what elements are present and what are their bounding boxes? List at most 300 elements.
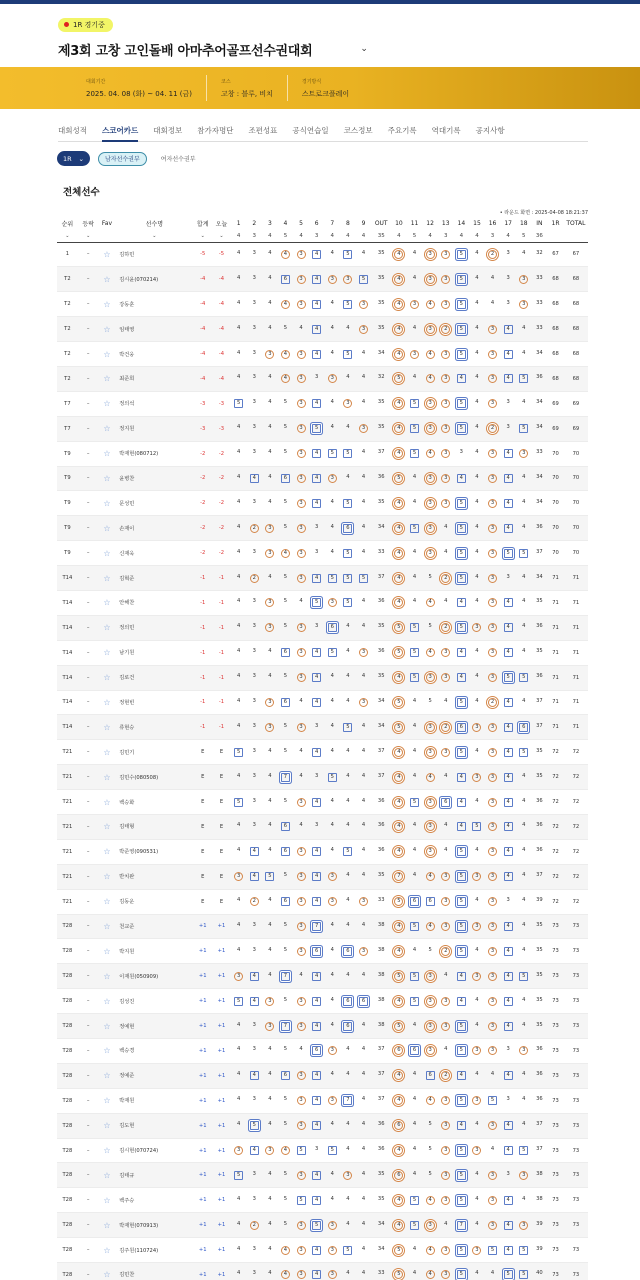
- player-name[interactable]: 손재이: [119, 525, 135, 532]
- out-total: [371, 814, 391, 839]
- player-name[interactable]: 정예현: [119, 1023, 135, 1030]
- tab-tournament-info[interactable]: 대회정보: [153, 126, 183, 135]
- hole-score-cell: [469, 839, 485, 864]
- hole-score-cell: [231, 889, 247, 914]
- player-name[interactable]: 임태영: [119, 326, 135, 333]
- hole-score: 4: [361, 822, 366, 829]
- player-name[interactable]: 박지원: [119, 948, 135, 955]
- col-sort-total-par[interactable]: [193, 230, 212, 242]
- col-sort-today[interactable]: [212, 230, 231, 242]
- player-name[interactable]: 최준희: [119, 376, 135, 383]
- tab-notices[interactable]: 공지사항: [475, 126, 505, 135]
- table-row[interactable]: [57, 366, 588, 391]
- favorite-star-icon[interactable]: ☆: [103, 374, 111, 384]
- favorite-star-icon[interactable]: ☆: [103, 1195, 111, 1205]
- hole-score: 4: [361, 747, 366, 754]
- favorite-star-icon[interactable]: ☆: [103, 822, 111, 832]
- hole-score: 3: [441, 300, 450, 309]
- out-total: [371, 1238, 391, 1263]
- in-total: [532, 914, 548, 939]
- hole-score-cell: [454, 1088, 470, 1113]
- table-row[interactable]: [57, 292, 588, 317]
- in-total: [532, 640, 548, 665]
- table-row[interactable]: [57, 1163, 588, 1188]
- hole-score-cell: [469, 1039, 485, 1064]
- division-men-button[interactable]: 남자선수권부: [98, 152, 147, 166]
- tab-key-records[interactable]: 주요기록: [387, 126, 417, 135]
- player-name[interactable]: 김주원(110724): [119, 1247, 159, 1254]
- hole-score: 3: [234, 972, 243, 981]
- hole-score-cell: [516, 1088, 532, 1113]
- player-name[interactable]: 박재현(070913): [119, 1222, 159, 1229]
- hole-score: 3: [441, 897, 450, 906]
- player-name[interactable]: 정현빈: [119, 699, 135, 706]
- hole-score: 5: [343, 1246, 352, 1255]
- favorite-star-icon[interactable]: ☆: [103, 747, 111, 757]
- favorite-star-icon[interactable]: ☆: [103, 598, 111, 608]
- hole-score: 6: [343, 997, 352, 1006]
- hole-score: 4: [236, 648, 241, 655]
- table-row[interactable]: [57, 1188, 588, 1213]
- favorite-star-icon[interactable]: ☆: [103, 897, 111, 907]
- hole-score-cell: [485, 416, 501, 441]
- hole-score-cell: [391, 1113, 407, 1138]
- player-name[interactable]: 윤병찬: [119, 475, 135, 482]
- table-row[interactable]: [57, 1088, 588, 1113]
- favorite-star-icon[interactable]: ☆: [103, 772, 111, 782]
- favorite-star-icon[interactable]: ☆: [103, 548, 111, 558]
- hole-score-cell: [340, 1088, 356, 1113]
- hole-score: 4: [312, 872, 321, 881]
- col-sort-move[interactable]: [78, 230, 99, 242]
- hole-score-cell: [309, 1213, 325, 1238]
- round1-score: 73: [552, 1072, 559, 1079]
- player-name[interactable]: 박준영(090531): [119, 849, 159, 856]
- player-name[interactable]: 강동훈: [119, 301, 135, 308]
- tab-course-info[interactable]: 코스정보: [343, 126, 373, 135]
- table-row[interactable]: [57, 964, 588, 989]
- table-row[interactable]: [57, 914, 588, 939]
- col-header-par: 4: [361, 232, 366, 239]
- col-header-name[interactable]: 선수명: [145, 220, 164, 228]
- player-name[interactable]: 김하민: [119, 251, 135, 258]
- table-row[interactable]: [57, 665, 588, 690]
- favorite-star-icon[interactable]: ☆: [103, 797, 111, 807]
- sort-chevron-icon[interactable]: ⌄: [86, 232, 91, 239]
- hole-score: 4: [268, 449, 272, 456]
- table-row[interactable]: [57, 765, 588, 790]
- hole-score: 4: [444, 697, 448, 704]
- hole-score-cell: [231, 690, 247, 715]
- hole-score-cell: [407, 416, 423, 441]
- favorite-star-icon[interactable]: ☆: [103, 623, 111, 633]
- favorite-star-icon[interactable]: ☆: [103, 449, 111, 459]
- hole-score: 3: [426, 549, 435, 558]
- table-row[interactable]: [57, 491, 588, 516]
- total-score: 73: [572, 1097, 580, 1104]
- hole-score: 4: [394, 424, 403, 433]
- hole-score: 3: [488, 822, 497, 831]
- table-row[interactable]: [57, 814, 588, 839]
- col-header-total-par[interactable]: 합계: [196, 220, 209, 228]
- favorite-star-icon[interactable]: ☆: [103, 1270, 111, 1280]
- favorite-star-icon[interactable]: ☆: [103, 1121, 111, 1131]
- hole-score: 3: [297, 1096, 306, 1105]
- hole-score-cell: [246, 317, 262, 342]
- hole-score: 4: [412, 1170, 417, 1177]
- hole-score-cell: [278, 590, 294, 615]
- hole-score-cell: [454, 590, 470, 615]
- player-name[interactable]: 김태규: [119, 1172, 135, 1179]
- hole-score-cell: [309, 839, 325, 864]
- round1-score: 71: [552, 699, 559, 706]
- hole-score: 4: [361, 498, 366, 505]
- table-row[interactable]: [57, 391, 588, 416]
- in-total: [532, 690, 548, 715]
- table-row[interactable]: [57, 864, 588, 889]
- hole-score-cell: [324, 864, 340, 889]
- table-row[interactable]: [57, 566, 588, 591]
- table-row[interactable]: [57, 1238, 588, 1263]
- table-row[interactable]: [57, 590, 588, 615]
- table-row[interactable]: [57, 1039, 588, 1064]
- table-row[interactable]: [57, 889, 588, 914]
- player-name[interactable]: 김동운: [119, 899, 135, 906]
- table-row[interactable]: [57, 989, 588, 1014]
- favorite-star-icon[interactable]: ☆: [103, 1046, 111, 1056]
- hole-score-cell: [278, 342, 294, 367]
- hole-score-cell: [516, 1014, 532, 1039]
- hole-score-cell: [516, 964, 532, 989]
- player-name[interactable]: 정지원: [119, 426, 135, 433]
- player-name[interactable]: 김시현(070724): [119, 1148, 159, 1154]
- table-row[interactable]: [57, 416, 588, 441]
- player-name[interactable]: 김태형: [119, 824, 135, 831]
- hole-score-cell: [516, 715, 532, 740]
- player-name[interactable]: 반치완: [119, 874, 135, 881]
- player-name[interactable]: 백주승: [119, 1197, 135, 1204]
- tab-entry-list[interactable]: 참가자명단: [197, 126, 234, 135]
- total-score: 72: [572, 873, 580, 880]
- player-name[interactable]: 김혁준: [119, 575, 135, 582]
- player-name[interactable]: 김로건: [119, 675, 135, 682]
- player-name[interactable]: 박건웅: [119, 351, 135, 358]
- hole-score: 5: [359, 275, 368, 284]
- hole-score-cell: [231, 1138, 247, 1163]
- sort-chevron-icon[interactable]: ⌄: [65, 232, 70, 239]
- hole-score: 6: [312, 947, 321, 956]
- tab-pairings[interactable]: 조편성표: [248, 126, 278, 135]
- hole-score: 5: [283, 623, 288, 630]
- player-name[interactable]: 천교준: [119, 923, 135, 930]
- hole-score: 4: [330, 722, 334, 729]
- favorite-star-icon[interactable]: ☆: [103, 399, 111, 409]
- table-row[interactable]: [57, 715, 588, 740]
- col-header-move[interactable]: 등락: [82, 220, 95, 228]
- today-to-par: -3: [218, 400, 225, 407]
- player-name[interactable]: 김민기: [119, 749, 135, 756]
- col-header-fav: Fav: [101, 219, 113, 227]
- out-total: [371, 690, 391, 715]
- hole-score-cell: [340, 1039, 356, 1064]
- sort-chevron-icon[interactable]: ⌄: [200, 232, 205, 239]
- hole-score-cell: [485, 516, 501, 541]
- round1-score: 72: [552, 898, 559, 905]
- player-name[interactable]: 류현승: [119, 724, 135, 731]
- hole-score: 4: [268, 971, 272, 978]
- hole-score-cell: [516, 242, 532, 267]
- hole-score-cell: [391, 566, 407, 591]
- hole-score: 4: [475, 424, 479, 431]
- hole-score-cell: [293, 441, 309, 466]
- hole-score-cell: [438, 939, 454, 964]
- table-row[interactable]: [57, 1138, 588, 1163]
- hole-score: 35: [536, 598, 543, 605]
- out-total: [371, 267, 391, 292]
- rank-cell: T28: [62, 1023, 73, 1030]
- table-row[interactable]: [57, 342, 588, 367]
- favorite-star-icon[interactable]: ☆: [103, 349, 111, 359]
- player-name[interactable]: 문성민: [119, 500, 135, 507]
- table-row[interactable]: [57, 1113, 588, 1138]
- hole-score: 6: [410, 1046, 419, 1055]
- table-row[interactable]: [57, 1014, 588, 1039]
- table-row[interactable]: [57, 242, 588, 267]
- info-format-value: 스트로크플레이: [301, 89, 350, 98]
- favorite-star-icon[interactable]: ☆: [103, 523, 111, 533]
- favorite-star-icon[interactable]: ☆: [103, 996, 111, 1006]
- favorite-star-icon[interactable]: ☆: [103, 1071, 111, 1081]
- tab-history[interactable]: 역대기록: [431, 126, 461, 135]
- hole-score-cell: [454, 1238, 470, 1263]
- hole-score-cell: [278, 790, 294, 815]
- hole-score: 5: [234, 1171, 243, 1180]
- table-row[interactable]: [57, 317, 588, 342]
- favorite-star-icon[interactable]: ☆: [103, 573, 111, 583]
- round1-score: 73: [552, 923, 559, 930]
- sort-chevron-icon[interactable]: ⌄: [219, 232, 224, 239]
- hole-score-cell: [278, 1213, 294, 1238]
- hole-score-cell: [324, 1138, 340, 1163]
- hole-score-cell: [454, 317, 470, 342]
- player-name[interactable]: 백승경: [119, 1048, 135, 1055]
- favorite-star-icon[interactable]: ☆: [103, 424, 111, 434]
- player-name[interactable]: 박재현(080712): [119, 451, 159, 458]
- hole-score: 4: [504, 698, 513, 707]
- favorite-star-icon[interactable]: ☆: [103, 1245, 111, 1255]
- col-header-hole: 7: [330, 219, 335, 227]
- player-name[interactable]: 김시윤(070214): [119, 276, 159, 283]
- hole-score-cell: [340, 267, 356, 292]
- hole-score: 4: [236, 1021, 241, 1028]
- hole-score: 3: [297, 798, 306, 807]
- table-row[interactable]: [57, 516, 588, 541]
- player-name[interactable]: 정의민: [119, 625, 135, 632]
- chevron-down-icon[interactable]: ⌄: [360, 44, 368, 54]
- hole-score-cell: [454, 1113, 470, 1138]
- division-women-button[interactable]: 여자선수권부: [160, 156, 196, 163]
- hole-score-cell: [309, 889, 325, 914]
- favorite-star-icon[interactable]: ☆: [103, 722, 111, 732]
- hole-score: 3: [252, 921, 256, 928]
- hole-score: 3: [441, 1171, 450, 1180]
- table-row[interactable]: [57, 615, 588, 640]
- hole-score-cell: [438, 317, 454, 342]
- hole-score: 4: [504, 1071, 513, 1080]
- hole-score-cell: [231, 1039, 247, 1064]
- rank-cell: T14: [62, 599, 73, 606]
- hole-score-cell: [500, 939, 516, 964]
- total-to-par: +1: [198, 1247, 207, 1254]
- table-row[interactable]: [57, 1063, 588, 1088]
- favorite-star-icon[interactable]: ☆: [103, 1021, 111, 1031]
- total-to-par: -4: [200, 351, 206, 357]
- player-name[interactable]: 김민찬: [119, 1272, 135, 1279]
- hole-score: 5: [328, 1146, 337, 1155]
- hole-score: 3: [359, 300, 368, 309]
- hole-score: 5: [297, 1146, 306, 1155]
- rank-cell: T2: [64, 301, 71, 308]
- col-header-hole: 1: [236, 219, 241, 227]
- table-row[interactable]: [57, 939, 588, 964]
- hole-score: 4: [330, 498, 334, 505]
- favorite-star-icon[interactable]: ☆: [103, 872, 111, 882]
- col-header-par: 4: [346, 232, 350, 239]
- player-name[interactable]: 김민수(080508): [119, 774, 159, 781]
- col-header-par: 4: [268, 232, 272, 239]
- favorite-star-icon[interactable]: ☆: [103, 946, 111, 956]
- hole-score: 3: [441, 374, 450, 383]
- player-name[interactable]: 신재욱: [119, 550, 135, 557]
- info-format-label: 경기방식: [301, 78, 322, 85]
- table-row[interactable]: [57, 541, 588, 566]
- hole-score: 4: [361, 349, 366, 356]
- table-row[interactable]: [57, 740, 588, 765]
- hole-score-cell: [438, 715, 454, 740]
- hole-score-cell: [391, 366, 407, 391]
- hole-score-cell: [500, 889, 516, 914]
- hole-score-cell: [356, 1163, 372, 1188]
- hole-score-cell: [309, 615, 325, 640]
- player-name[interactable]: 정의석: [119, 401, 135, 408]
- hole-score: 4: [312, 275, 321, 284]
- in-total: [532, 615, 548, 640]
- player-name[interactable]: 이재원(050909): [119, 973, 159, 980]
- tab-results[interactable]: 대회성적: [58, 126, 87, 135]
- hole-score-cell: [324, 466, 340, 491]
- hole-score: 5: [457, 1022, 466, 1031]
- hole-score: 3: [315, 722, 319, 729]
- col-header-today[interactable]: 오늘: [215, 220, 228, 228]
- hole-score: 4: [412, 498, 417, 505]
- hole-score-cell: [516, 1138, 532, 1163]
- hole-score: 3: [297, 499, 306, 508]
- favorite-star-icon[interactable]: ☆: [103, 847, 111, 857]
- hole-score: 3: [488, 1022, 497, 1031]
- table-row[interactable]: [57, 1263, 588, 1280]
- hole-score-cell: [422, 1138, 438, 1163]
- table-row[interactable]: [57, 1213, 588, 1238]
- tab-practice-day[interactable]: 공식연습일: [292, 126, 329, 135]
- hole-score: 3: [328, 474, 337, 483]
- favorite-star-icon[interactable]: ☆: [103, 299, 111, 309]
- favorite-star-icon[interactable]: ☆: [103, 673, 111, 683]
- col-sort-name[interactable]: [115, 230, 193, 242]
- favorite-star-icon[interactable]: ☆: [103, 921, 111, 931]
- favorite-star-icon[interactable]: ☆: [103, 1096, 111, 1106]
- table-row[interactable]: [57, 790, 588, 815]
- hole-score: 4: [346, 772, 350, 779]
- hole-score-cell: [516, 1263, 532, 1280]
- round1-score: 73: [552, 1122, 559, 1129]
- hole-score: 3: [297, 250, 306, 259]
- hole-score-cell: [469, 939, 485, 964]
- player-name[interactable]: 박재원: [119, 1098, 135, 1105]
- player-name[interactable]: 남기원: [119, 650, 135, 657]
- table-row[interactable]: [57, 441, 588, 466]
- rank-cell: T28: [62, 1097, 73, 1104]
- hole-score-cell: [422, 317, 438, 342]
- hole-score: 4: [268, 473, 272, 480]
- favorite-star-icon[interactable]: ☆: [103, 274, 111, 284]
- favorite-star-icon[interactable]: ☆: [103, 648, 111, 658]
- table-row[interactable]: [57, 267, 588, 292]
- col-sort-rank[interactable]: [57, 230, 78, 242]
- hole-score: 6: [426, 1071, 435, 1080]
- sort-chevron-icon[interactable]: ⌄: [152, 232, 157, 239]
- hole-score-cell: [516, 1039, 532, 1064]
- hole-score: 4: [504, 723, 513, 732]
- col-header-rank[interactable]: 순위: [61, 220, 74, 228]
- hole-score-cell: [391, 640, 407, 665]
- table-row[interactable]: [57, 466, 588, 491]
- player-name[interactable]: 김성진: [119, 998, 135, 1005]
- hole-score: 3: [488, 325, 497, 334]
- player-name[interactable]: 안해찬: [119, 600, 135, 607]
- table-row[interactable]: [57, 640, 588, 665]
- player-name[interactable]: 김도현: [119, 1123, 135, 1130]
- favorite-star-icon[interactable]: ☆: [103, 1170, 111, 1180]
- table-row[interactable]: [57, 690, 588, 715]
- title-row[interactable]: [58, 40, 640, 59]
- favorite-star-icon[interactable]: ☆: [103, 473, 111, 483]
- out-total: [371, 516, 391, 541]
- player-name[interactable]: 백승화: [119, 799, 135, 806]
- hole-score: 4: [504, 623, 513, 632]
- hole-score: 2: [488, 250, 497, 259]
- hole-score: 4: [457, 997, 466, 1006]
- favorite-star-icon[interactable]: ☆: [103, 1146, 111, 1155]
- hole-score: 4: [312, 325, 321, 334]
- favorite-star-icon[interactable]: ☆: [103, 1220, 111, 1230]
- hole-score-cell: [262, 566, 278, 591]
- hole-score: 5: [457, 1270, 466, 1279]
- hole-score: 3: [252, 697, 256, 704]
- hole-score: 5: [343, 350, 352, 359]
- player-name[interactable]: 정예준: [119, 1073, 135, 1080]
- favorite-star-icon[interactable]: ☆: [103, 697, 111, 707]
- favorite-star-icon[interactable]: ☆: [103, 249, 111, 259]
- hole-score: 5: [428, 1121, 432, 1128]
- favorite-star-icon[interactable]: ☆: [103, 324, 111, 334]
- tab-scorecard[interactable]: 스코어카드: [102, 123, 138, 142]
- round-select[interactable]: [57, 151, 90, 166]
- table-row[interactable]: [57, 839, 588, 864]
- favorite-star-icon[interactable]: ☆: [103, 498, 111, 508]
- hole-score-cell: [422, 690, 438, 715]
- favorite-star-icon[interactable]: ☆: [103, 971, 111, 981]
- col-header-hole: 8: [345, 219, 350, 227]
